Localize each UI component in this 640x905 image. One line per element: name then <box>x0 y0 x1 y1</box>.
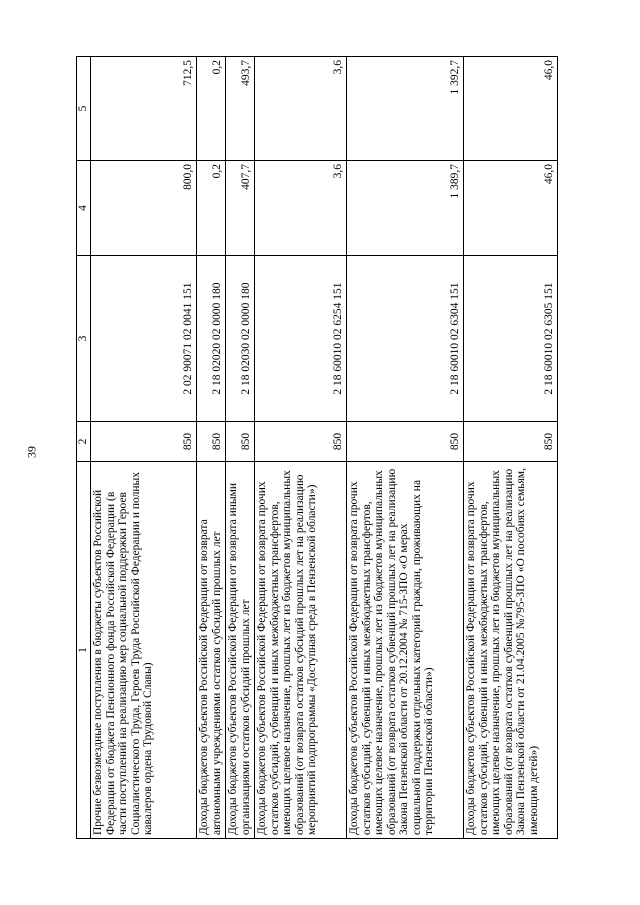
row-value-col4: 1 389,7 <box>347 161 464 256</box>
table-row <box>347 57 464 839</box>
row-admin-code: 850 <box>197 422 226 462</box>
row-value-col5: 493,7 <box>226 57 255 161</box>
row-admin-code: 850 <box>464 422 558 462</box>
table-row <box>91 57 197 839</box>
row-budget-code: 2 18 60010 02 6304 151 <box>347 256 464 422</box>
row-value-col4: 0,2 <box>197 161 226 256</box>
row-admin-code: 850 <box>255 422 347 462</box>
row-admin-code: 850 <box>91 422 197 462</box>
table-row <box>464 57 558 839</box>
row-value-col4: 407,7 <box>226 161 255 256</box>
row-budget-code: 2 18 60010 02 6305 151 <box>464 256 558 422</box>
row-name: Доходы бюджетов субъектов Российской Федерации от возврата автономными учреждениями остатков субсидий прошлых лет <box>197 462 226 839</box>
row-admin-code: 850 <box>226 422 255 462</box>
header-col-5: 5 <box>77 57 91 161</box>
row-name: Доходы бюджетов субъектов Российской Федерации от возврата прочих остатков субсидий, субвенций и иных межбюджетных трансфертов, имеющих целевое назначение, прошлых лет из бюджетов муниципальных образований (от возврата остатков субвенций прошлых лет на реализацию Закона Пензенской области от 20.12.2004 № 715-ЗПО «О мерах социальной поддержки отдельных категорий граждан, проживающих на территории Пензенской области») <box>347 462 464 839</box>
row-value-col4: 46,0 <box>464 161 558 256</box>
row-value-col4: 800,0 <box>91 161 197 256</box>
row-value-col5: 1 392,7 <box>347 57 464 161</box>
rotated-page <box>76 57 576 839</box>
row-name: Доходы бюджетов субъектов Российской Федерации от возврата иными организациями остатков субсидий прошлых лет <box>226 462 255 839</box>
row-budget-code: 2 18 02020 02 0000 180 <box>197 256 226 422</box>
header-col-3: 3 <box>77 256 91 422</box>
header-row <box>77 57 91 839</box>
table-row <box>255 57 347 839</box>
row-value-col4: 3,6 <box>255 161 347 256</box>
row-budget-code: 2 18 02030 02 0000 180 <box>226 256 255 422</box>
table-row <box>197 57 226 839</box>
header-col-1: 1 <box>77 462 91 839</box>
row-value-col5: 0,2 <box>197 57 226 161</box>
header-col-4: 4 <box>77 161 91 256</box>
header-col-2: 2 <box>77 422 91 462</box>
row-value-col5: 46,0 <box>464 57 558 161</box>
row-name: Доходы бюджетов субъектов Российской Федерации от возврата прочих остатков субсидий, субвенций и иных межбюджетных трансфертов, имеющих целевое назначение, прошлых лет из бюджетов муниципальных образований (от возврата остатков субсидий прошлых лет на реализацию мероприятий подпрограммы «Доступная среда в Пензенской области») <box>255 462 347 839</box>
row-name: Прочие безвозмездные поступления в бюджеты субъектов Российской Федерации от бюджета Пенсионного фонда Российской Федерации (в части поступлений на реализацию мер социальной поддержки Героев Социалистического Труда, Героев Труда Российской Федерации и полных кавалеров ордена Трудовой Славы) <box>91 462 197 839</box>
revenue-table <box>76 56 558 839</box>
row-budget-code: 2 18 60010 02 6254 151 <box>255 256 347 422</box>
row-name: Доходы бюджетов субъектов Российской Федерации от возврата прочих остатков субсидий, субвенций и иных межбюджетных трансфертов, имеющих целевое назначение, прошлых лет из бюджетов муниципальных образований (от возврата остатков субвенций прошлых лет на реализацию Закона Пензенской области от 21.04.2005 №795-ЗПО «О пособиях семьям, имеющим детей») <box>464 462 558 839</box>
row-value-col5: 712,5 <box>91 57 197 161</box>
row-admin-code: 850 <box>347 422 464 462</box>
row-budget-code: 2 02 90071 02 0041 151 <box>91 256 197 422</box>
row-value-col5: 3,6 <box>255 57 347 161</box>
table-row <box>226 57 255 839</box>
page-number: 39 <box>24 446 39 458</box>
